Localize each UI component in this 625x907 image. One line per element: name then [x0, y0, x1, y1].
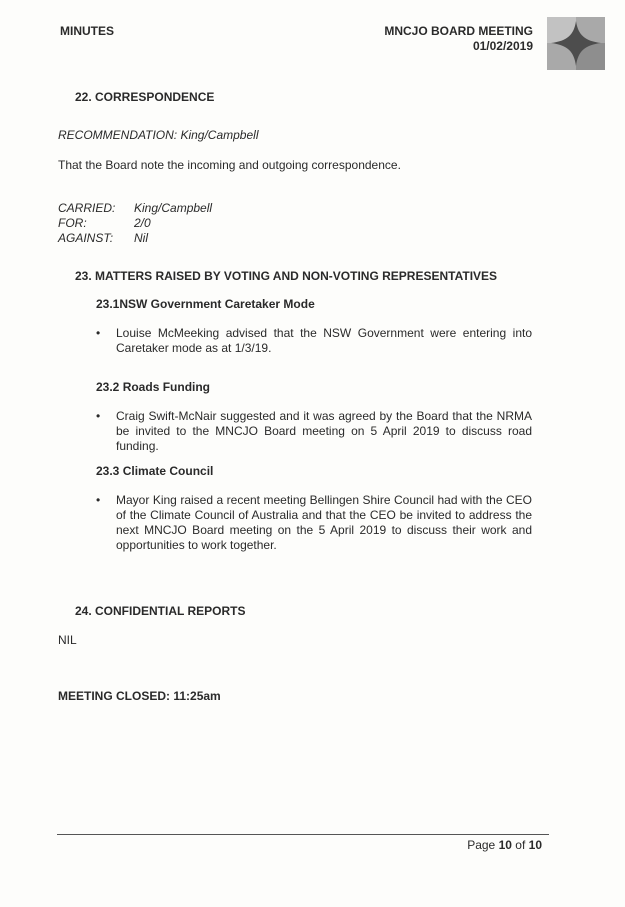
- header-meeting-info: [384, 24, 533, 54]
- section-24-text: NIL: [58, 633, 77, 647]
- section-24-heading: 24. CONFIDENTIAL REPORTS: [75, 604, 246, 618]
- page-current: 10: [498, 838, 512, 852]
- page-number: [467, 838, 542, 852]
- section-23-2-heading: 23.2 Roads Funding: [96, 380, 211, 394]
- section-23-1-text: Louise McMeeking advised that the NSW Government were entering into Caretaker mode as at 1/3/19.: [116, 326, 532, 355]
- bullet-dot: •: [96, 326, 101, 340]
- page-total: 10: [528, 838, 542, 852]
- meeting-closed: MEETING CLOSED: 11:25am: [58, 689, 221, 703]
- section-23-1-heading: 23.1NSW Government Caretaker Mode: [96, 297, 315, 311]
- vote-carried-label: CARRIED:: [58, 201, 116, 215]
- section-23-2-text: Craig Swift-McNair suggested and it was agreed by the Board that the NRMA be invited to the MNCJO Board meeting on 5 April 2019 to discuss road funding.: [116, 409, 532, 453]
- header-minutes-label: MINUTES: [60, 24, 114, 38]
- header-meeting-title: MNCJO BOARD MEETING: [384, 24, 533, 38]
- section-23-3-text: Mayor King raised a recent meeting Bellingen Shire Council had with the CEO of the Climate Council of Australia and that the CEO be invited to address the next MNCJO Board meeting on the 5 April 2019 to discuss their work and opportunities to work together.: [116, 493, 532, 552]
- section-22-text: That the Board note the incoming and outgoing correspondence.: [58, 158, 401, 172]
- section-23-1-bullet: [96, 326, 532, 356]
- bullet-dot: •: [96, 409, 101, 423]
- vote-carried-row: [58, 201, 212, 216]
- section-23-3-bullet: [96, 493, 532, 553]
- vote-for-label: FOR:: [58, 216, 87, 230]
- vote-against-value: Nil: [134, 231, 148, 245]
- star-logo-icon: [547, 17, 605, 70]
- section-23-3-heading: 23.3 Climate Council: [96, 464, 214, 478]
- bullet-dot: •: [96, 493, 101, 507]
- of-word: of: [515, 838, 526, 852]
- section-23-2-bullet: [96, 409, 532, 454]
- page-word: Page: [467, 838, 496, 852]
- header-meeting-date: 01/02/2019: [472, 39, 533, 53]
- vote-block: [58, 201, 212, 246]
- vote-for-value: 2/0: [134, 216, 151, 230]
- vote-against-row: [58, 231, 212, 246]
- vote-carried-value: King/Campbell: [134, 201, 213, 215]
- section-22-heading: 22. CORRESPONDENCE: [75, 90, 215, 104]
- section-23-heading: 23. MATTERS RAISED BY VOTING AND NON-VOTING REPRESENTATIVES: [75, 269, 498, 283]
- vote-against-label: AGAINST:: [58, 231, 114, 245]
- footer-divider: [57, 834, 549, 835]
- vote-for-row: [58, 216, 212, 231]
- section-22-recommendation: RECOMMENDATION: King/Campbell: [58, 128, 259, 142]
